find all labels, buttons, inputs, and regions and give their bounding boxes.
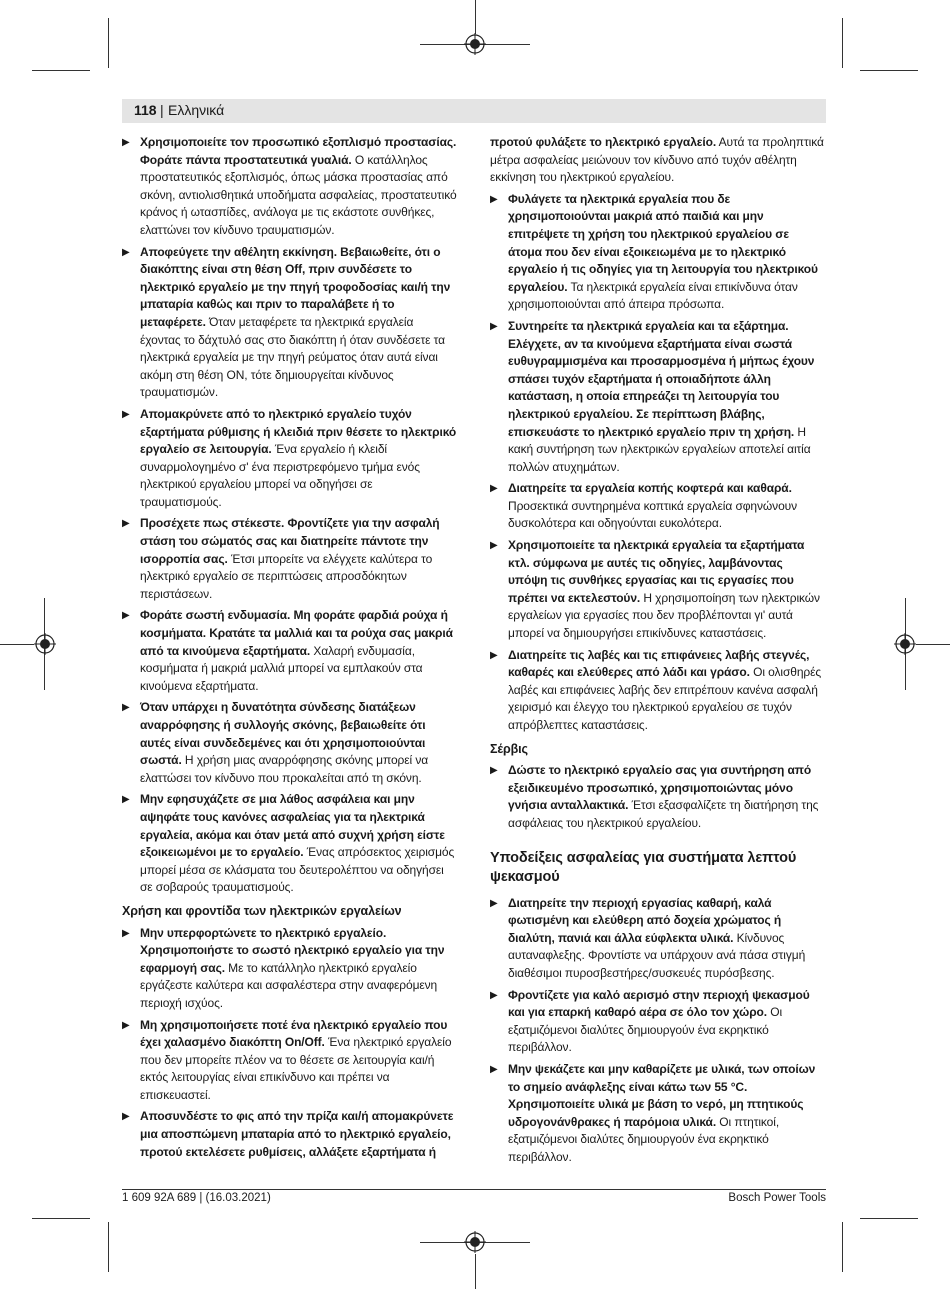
bullet-arrow-icon: ▶ xyxy=(490,193,498,205)
registration-mark-icon xyxy=(464,33,486,55)
normal-text: Όταν μεταφέρετε τα ηλεκτρικά εργαλεία έχοντας το δάχτυλό σας στο διακόπτη ή όταν συνδέσετε τα ηλεκτρικά εργαλεία με την πηγή ρεύματος όταν αυτά είναι ακόμη στη θέση ON, τότε δημιουργείται κίνδυνος τραυματισμών. xyxy=(140,314,445,400)
registration-mark-icon xyxy=(34,633,56,655)
bold-text: Μην εφησυχάζετε σε μια λάθος ασφάλεια και μην αψηφάτε τους κανόνες ασφαλείας για τα ηλεκτρικά εργαλεία, ακόμα και όταν μετά από συχνή χρήση είστε εξοικειωμένοι με το εργαλείο. xyxy=(140,792,445,860)
bullet-list xyxy=(122,134,457,897)
crop-mark xyxy=(32,70,90,71)
bullet-list xyxy=(122,925,457,1162)
bold-text: Χρησιμοποιείτε τα ηλεκτρικά εργαλεία τα εξαρτήματα κτλ. σύμφωνα με αυτές τις οδηγίες, λαμβάνοντας υπόψη τις συνθήκες εργασίας και τις εργασίες που πρέπει να εκτελεστούν. xyxy=(508,538,805,605)
list-item xyxy=(122,699,457,787)
normal-text: Χαλαρή ενδυμασία, κοσμήματα ή μακριά μαλλιά μπορεί να εμπλακούν στα κινούμενα εξαρτήματα. xyxy=(140,643,423,693)
bullet-list xyxy=(490,191,825,735)
bullet-arrow-icon: ▶ xyxy=(122,702,130,714)
crop-mark xyxy=(860,70,918,71)
bullet-arrow-icon: ▶ xyxy=(122,246,130,258)
list-item xyxy=(122,244,457,402)
bold-text: Διατηρείτε τις λαβές και τις επιφάνειες λαβής στεγνές, καθαρές και ελεύθερες από λάδι και γράσο. xyxy=(508,647,810,680)
bold-text: Προσέχετε πως στέκεστε. Φροντίζετε για την ασφαλή στάση του σώματός σας και διατηρείτε πάντοτε την ισορροπία σας. xyxy=(140,516,440,566)
bold-text: Συντηρείτε τα ηλεκτρικά εργαλεία και τα εξάρτημα. Ελέγχετε, αν τα κινούμενα εξαρτήματα είναι σωστά ευθυγραμμισμένα και προσαρμοσμένα ή μήπως έχουν σπάσει τυχόν εξαρτήματα ή οποιαδήποτε άλλη κατάσταση, η οποία επηρεάζει τη λειτουργία του ηλεκτρικού εργαλείου. Σε περίπτωση βλάβης, επισκευάστε το ηλεκτρικό εργαλείο πριν τη χρήση. xyxy=(508,318,815,439)
section-heading: Υποδείξεις ασφαλείας για συστήματα λεπτού ψεκασμού xyxy=(490,849,797,885)
bullet-arrow-icon: ▶ xyxy=(122,1019,130,1031)
bullet-arrow-icon: ▶ xyxy=(490,1063,498,1075)
bold-text: Απομακρύνετε από το ηλεκτρικό εργαλείο τυχόν εξαρτήματα ρύθμισης ή κλειδιά πριν θέσετε το ηλεκτρικό εργαλείο σε λειτουργία. xyxy=(140,406,457,457)
bold-text: Διατηρείτε την περιοχή εργασίας καθαρή, καλά φωτισμένη και ελεύθερη από δοχεία χρώματος ή διαλύτη, πανιά και άλλα εύφλεκτα υλικά. xyxy=(508,895,782,945)
list-item xyxy=(490,647,825,735)
header-separator: | xyxy=(160,102,164,118)
list-item xyxy=(490,318,825,476)
bold-text: Μην υπερφορτώνετε το ηλεκτρικό εργαλείο. Χρησιμοποιήστε το σωστό ηλεκτρικό εργαλείο για την εφαρμογή σας. xyxy=(140,925,445,975)
left-column xyxy=(122,134,457,1165)
crop-mark xyxy=(475,0,476,34)
bullet-arrow-icon: ▶ xyxy=(490,320,498,332)
bullet-arrow-icon: ▶ xyxy=(122,518,130,530)
bullet-arrow-icon: ▶ xyxy=(490,765,498,777)
normal-text: Η χρησιμοποίηση των ηλεκτρικών εργαλείων για εργασίες που δεν προβλέπονται γι' αυτά μπορεί να δημιουργήσει επικίνδυνες καταστάσεις. xyxy=(508,590,820,641)
bold-text: Αποφεύγετε την αθέλητη εκκίνηση. Βεβαιωθείτε, ότι ο διακόπτης είναι στη θέση Off, πριν συνδέσετε το ηλεκτρικό εργαλείο με την πηγή τροφοδοσίας και/ή την μπαταρία καθώς και πριν το παραλάβετε ή το μεταφέρετε. xyxy=(140,244,451,329)
crop-mark xyxy=(108,18,109,68)
list-item xyxy=(122,791,457,897)
bold-text: Δώστε το ηλεκτρικό εργαλείο σας για συντήρηση από εξειδικευμένο προσωπικό, χρησιμοποιώντας μόνο γνήσια ανταλλακτικά. xyxy=(508,763,812,813)
normal-text: Ένας απρόσεκτος χειρισμός μπορεί μέσα σε κλάσματα του δευτερολέπτου να οδηγήσει σε σοβαρούς τραυματισμούς. xyxy=(140,845,455,895)
bullet-arrow-icon: ▶ xyxy=(122,137,130,148)
crop-mark xyxy=(842,18,843,68)
registration-mark-icon xyxy=(894,633,916,655)
normal-text: Κίνδυνος αυταναφλεξης. Φροντίστε να υπάρχουν ανά πάσα στιγμή διαθέσιμοι πυροσβεστήρες/συσκευές πυρόσβεσης. xyxy=(508,930,806,980)
normal-text: Έτσι εξασφαλίζετε τη διατήρηση της ασφάλειας του ηλεκτρικού εργαλείου. xyxy=(508,798,819,830)
bold-text: Όταν υπάρχει η δυνατότητα σύνδεσης διατάξεων αναρρόφησης ή συλλογής σκόνης, βεβαιωθείτε ότι αυτές είναι συνδεδεμένες και ότι χρησιμοποιούνται σωστά. xyxy=(140,700,426,768)
list-item xyxy=(122,515,457,603)
bold-text: Φοράτε σωστή ενδυμασία. Μη φοράτε φαρδιά ρούχα ή κοσμήματα. Κρατάτε τα μαλλιά και τα ρούχα σας μακριά από τα κινούμενα εξαρτήματα. xyxy=(140,608,453,658)
crop-mark xyxy=(0,644,34,645)
normal-text: Ο κατάλληλος προστατευτικός εξοπλισμός, όπως μάσκα προστασίας από σκόνη, αντιολισθητικά υποδήματα ασφαλείας, προστατευτικό κράνος ή ωτασπίδες, ανάλογα με τις εκάστοτε συνθήκες, ελαττώνει τον κίνδυνο τραυματισμών. xyxy=(140,152,457,237)
bold-text: Φροντίζετε για καλό αερισμό στην περιοχή ψεκασμού και για επαρκή καθαρό αέρα σε όλο τον χώρο. xyxy=(508,987,810,1020)
normal-text: Οι πτητικοί, εξατμιζόμενοι διαλύτες δημιουργούν ένα εκρηκτικό περιβάλλον. xyxy=(508,1114,780,1164)
bullet-arrow-icon: ▶ xyxy=(122,610,130,622)
list-item xyxy=(122,134,457,240)
list-item xyxy=(490,537,825,643)
list-item xyxy=(490,1061,825,1167)
bullet-arrow-icon: ▶ xyxy=(490,540,498,552)
subheading-service: Σέρβις xyxy=(490,741,528,756)
normal-text: Οι ολισθηρές λαβές και επιφάνειες λαβής δεν επιτρέπουν κανένα ασφαλή χειρισμό και έλεγχο του ηλεκτρικού εργαλείου σε τυχόν απρόβλεπτες καταστάσεις. xyxy=(508,665,822,732)
normal-text: Ένα εργαλείο ή κλειδί συναρμολογημένο σ' ένα περιστρεφόμενο τμήμα ενός ηλεκτρικού εργαλείου μπορεί να οδηγήσει σε τραυματισμούς. xyxy=(140,442,420,509)
language-label: Ελληνικά xyxy=(168,102,225,118)
list-item xyxy=(490,987,825,1057)
list-item xyxy=(122,925,457,1013)
registration-mark-icon xyxy=(464,1231,486,1253)
normal-text: Με το κατάλληλο ηλεκτρικό εργαλείο εργάζεστε καλύτερα και ασφαλέστερα στην αναφερόμενη περιοχή ισχύος. xyxy=(140,960,438,1010)
bullet-arrow-icon: ▶ xyxy=(122,927,130,939)
normal-text: Η χρήση μιας αναρρόφησης σκόνης μπορεί να ελαττώσει τον κίνδυνο που προκαλείται από τη σκόνη. xyxy=(140,753,429,785)
bullet-arrow-icon: ▶ xyxy=(122,794,130,806)
list-item xyxy=(490,895,825,983)
normal-text: Οι εξατμιζόμενοι διαλύτες δημιουργούν ένα εκρηκτικό περιβάλλον. xyxy=(508,1005,783,1055)
list-item xyxy=(122,406,457,512)
bullet-arrow-icon: ▶ xyxy=(490,649,498,661)
bold-text: Αποσυνδέστε το φις από την πρίζα και/ή απομακρύνετε μια αποσπώμενη μπαταρία από το ηλεκτρικό εργαλείο, προτού εκτελέσετε ρυθμίσεις, αλλάξετε εξαρτήματα ή xyxy=(140,1109,454,1159)
bold-text: Διατηρείτε τα εργαλεία κοπής κοφτερά και καθαρά. xyxy=(508,481,792,496)
list-item xyxy=(490,762,825,832)
normal-text: Έτσι μπορείτε να ελέγχετε καλύτερα το ηλεκτρικό εργαλείο σε περιπτώσεις απροσδόκητων περιστάσεων. xyxy=(140,551,433,601)
list-item xyxy=(490,480,825,533)
list-item xyxy=(122,1017,457,1105)
normal-text: Η κακή συντήρηση των ηλεκτρικών εργαλείων αποτελεί αιτία πολλών ατυχημάτων. xyxy=(508,424,811,474)
page-header xyxy=(122,99,826,123)
normal-text: Τα ηλεκτρικά εργαλεία είναι επικίνδυνα όταν χρησιμοποιούνται από άπειρα πρόσωπα. xyxy=(508,279,798,312)
bold-text: Μην ψεκάζετε και μην καθαρίζετε με υλικά, των οποίων το σημείο ανάφλεξης είναι κάτω των 55 °C. Χρησιμοποιείτε υλικά με βάση το νερό, μη πτητικούς υδρογονάνθρακες ή παρόμοια υλικά. xyxy=(508,1061,816,1129)
bullet-arrow-icon: ▶ xyxy=(122,408,130,420)
bold-text: Μη χρησιμοποιήσετε ποτέ ένα ηλεκτρικό εργαλείο που έχει χαλασμένο διακόπτη On/Off. xyxy=(140,1017,448,1050)
crop-mark xyxy=(860,1218,918,1219)
bullet-arrow-icon: ▶ xyxy=(490,483,498,495)
footer-rule xyxy=(122,1189,826,1190)
normal-text: Προσεκτικά συντηρημένα κοπτικά εργαλεία σφηνώνουν δυσκολότερα και οδηγούνται ευκολότερα. xyxy=(508,498,798,531)
bold-text: Φυλάγετε τα ηλεκτρικά εργαλεία που δε χρησιμοποιούνται μακριά από παιδιά και μην επιτρέψετε τη χρήση του ηλεκτρικού εργαλείου σε άτομα που δεν είναι εξοικειωμένα με το ηλεκτρικό εργαλείο ή τις οδηγίες για τη λειτουργία του ηλεκτρικού εργαλείου. xyxy=(508,191,818,294)
continued-paragraph xyxy=(490,134,825,187)
normal-text: Αυτά τα προληπτικά μέτρα ασφαλείας μειώνουν τον κίνδυνο από τυχόν αθέλητη εκκίνηση του ηλεκτρικού εργαλείου. xyxy=(490,135,824,185)
normal-text: Ένα ηλεκτρικό εργαλείο που δεν μπορείτε πλέον να το θέσετε σε λειτουργία και/ή εκτός λειτουργίας είναι επικίνδυνο και πρέπει να επισκευαστεί. xyxy=(140,1035,452,1102)
crop-mark xyxy=(916,644,950,645)
bullet-list xyxy=(490,762,825,832)
bullet-arrow-icon: ▶ xyxy=(490,989,498,1001)
list-item xyxy=(122,607,457,695)
bullet-arrow-icon: ▶ xyxy=(122,1111,130,1123)
list-item xyxy=(122,1108,457,1161)
bullet-arrow-icon: ▶ xyxy=(490,897,498,909)
subheading-tool-use: Χρήση και φροντίδα των ηλεκτρικών εργαλείων xyxy=(122,903,402,918)
crop-mark xyxy=(842,1222,843,1272)
list-item xyxy=(490,191,825,314)
bold-text: προτού φυλάξετε το ηλεκτρικό εργαλείο. xyxy=(490,135,717,149)
document-id: 1 609 92A 689 | (16.03.2021) xyxy=(122,1192,271,1204)
brand-name: Bosch Power Tools xyxy=(728,1192,826,1204)
crop-mark xyxy=(475,1254,476,1289)
bullet-list xyxy=(490,895,825,1167)
page-number: 118 xyxy=(134,102,157,118)
bold-text: Χρησιμοποιείτε τον προσωπικό εξοπλισμό προστασίας. Φοράτε πάντα προστατευτικά γυαλιά. xyxy=(140,135,457,167)
crop-mark xyxy=(108,1222,109,1272)
crop-mark xyxy=(32,1218,90,1219)
right-column xyxy=(490,134,825,1170)
